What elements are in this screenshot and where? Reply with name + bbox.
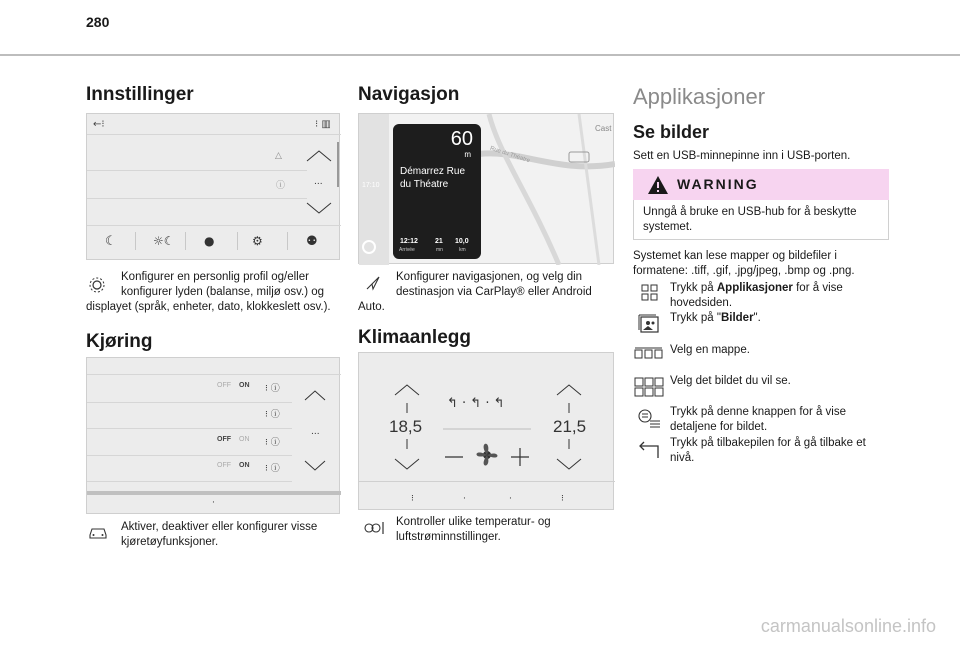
view-photos-heading: Se bilder (633, 122, 710, 142)
formats-l2: formatene: .tiff, .gif, .jpg/jpeg, .bmp og .png. (633, 265, 855, 277)
top-rule (0, 54, 960, 56)
step5-l1: Trykk på denne knappen for å vise (670, 406, 847, 418)
climate-screen (358, 352, 614, 510)
step2: Trykk på "Bilder". (670, 312, 761, 324)
toggle-on-1[interactable]: ON (239, 382, 250, 389)
temp-left[interactable]: 18,5 (389, 417, 423, 436)
settings-description (86, 270, 346, 315)
step1-l2: hovedsiden. (670, 297, 733, 309)
navigation-desc-line3: Auto. (358, 301, 385, 313)
temp-right[interactable]: 21,5 (553, 417, 587, 436)
nav-street-l1: Démarrez Rue (400, 166, 466, 177)
usb-intro: Sett en USB-minnepinne inn i USB-porten. (633, 150, 851, 162)
svg-text:⁝: ⁝ (411, 494, 414, 504)
warning-body (633, 200, 889, 240)
nav-clock: 17:10 (362, 182, 380, 189)
svg-text:...: ... (311, 427, 320, 437)
svg-text:↰ · ↰ · ↰: ↰ · ↰ · ↰ (447, 396, 505, 411)
warning-header (633, 169, 889, 200)
climate-heading: Klimaanlegg (358, 327, 471, 348)
navigation-desc-line1: Konfigurer navigasjonen, og velg din (396, 271, 583, 283)
nav-unit: m (464, 150, 471, 159)
navigation-description (358, 270, 618, 315)
svg-text:☾: ☾ (105, 234, 117, 249)
nav-km-label: km (459, 247, 466, 253)
climate-icon (363, 519, 387, 537)
settings-screen-drawing (87, 114, 341, 261)
toggle-on-4[interactable]: ON (239, 462, 250, 469)
image-grid-icon (634, 377, 664, 397)
svg-text:⁝ ▥: ⁝ ▥ (315, 119, 331, 130)
step5-l2: detaljene for bildet. (670, 421, 768, 433)
nav-distance: 60 (450, 128, 473, 150)
svg-text:⁝ ⓘ: ⁝ ⓘ (265, 410, 280, 420)
col-navigation (358, 84, 614, 106)
driving-screen (86, 357, 340, 514)
applications-grid-icon (641, 284, 659, 302)
climate-description (358, 515, 618, 545)
folders-icon (634, 347, 664, 361)
back-arrow-icon (636, 440, 662, 460)
nav-street-l2: du Théatre (400, 179, 449, 190)
applications-heading: Applikasjoner (633, 84, 766, 109)
svg-text:⁝ ⓘ: ⁝ ⓘ (265, 384, 280, 394)
warning-text-l2: systemet. (643, 221, 693, 233)
svg-text:⁝: ⁝ (561, 494, 564, 504)
nav-km: 10,0 (455, 238, 469, 245)
navigation-icon (364, 274, 382, 292)
navigation-screen (358, 113, 614, 264)
driving-desc-line2: kjøretøyfunksjoner. (121, 536, 219, 548)
gear-icon (88, 276, 106, 294)
svg-text:...: ... (314, 177, 323, 187)
svg-text:←⁝: ←⁝ (93, 119, 105, 130)
svg-text:⁝ ⓘ: ⁝ ⓘ (265, 464, 280, 474)
nav-card (393, 124, 481, 259)
svg-text:ⓘ: ⓘ (276, 181, 286, 191)
climate-desc-line1: Kontroller ulike temperatur- og (396, 516, 551, 528)
toggle-off-3[interactable]: OFF (217, 436, 231, 443)
settings-desc-line1: Konfigurer en personlig profil og/eller (121, 271, 309, 283)
settings-desc-line2: konfigurer lyden (balanse, miljø osv.) og (121, 286, 325, 298)
driving-description (86, 520, 346, 550)
svg-text:⁝ ⓘ: ⁝ ⓘ (265, 438, 280, 448)
svg-text:⚉: ⚉ (306, 234, 318, 249)
svg-text:·: · (463, 494, 466, 504)
climate-desc-line2: luftstrøminnstillinger. (396, 531, 501, 543)
nav-mn-label: mn (436, 247, 443, 253)
page-number: 280 (86, 14, 110, 30)
driving-desc-line1: Aktiver, deaktiver eller konfigurer visse (121, 521, 318, 533)
nav-time: 12:12 (400, 238, 418, 245)
svg-text:●: ● (204, 234, 215, 248)
driving-heading: Kjøring (86, 331, 153, 352)
settings-desc-line3: displayet (språk, enheter, dato, klokkeslett osv.). (86, 301, 331, 313)
step3: Velg en mappe. (670, 344, 750, 356)
step4: Velg det bildet du vil se. (670, 375, 791, 387)
svg-text:·: · (212, 498, 215, 508)
map-city-label: Cast (595, 124, 612, 133)
car-icon (88, 524, 108, 540)
nav-time-label: Arrivée (399, 247, 415, 253)
photos-icon (638, 314, 660, 334)
toggle-off-4[interactable]: OFF (217, 462, 231, 469)
settings-heading: Innstillinger (86, 84, 194, 105)
step6-l2: nivå. (670, 452, 695, 464)
warning-icon (647, 175, 669, 195)
formats-l1: Systemet kan lese mapper og bildefiler i (633, 250, 837, 262)
map-street-label: Rue du Théatre (489, 145, 531, 165)
warning-text-l1: Unngå å bruke en USB-hub for å beskytte (643, 206, 857, 218)
navigation-desc-line2: destinasjon via CarPlay® eller Android (396, 286, 592, 298)
svg-text:☼☾: ☼☾ (153, 234, 175, 248)
col-settings (86, 84, 340, 106)
driving-screen-drawing (87, 358, 341, 515)
step6-l1: Trykk på tilbakepilen for å gå tilbake et (670, 437, 866, 449)
toggle-on-3[interactable]: ON (239, 436, 250, 443)
toggle-off-1[interactable]: OFF (217, 382, 231, 389)
svg-text:⚙: ⚙ (252, 234, 263, 248)
settings-screen (86, 113, 340, 260)
navigation-heading: Navigasjon (358, 84, 460, 105)
details-icon (636, 408, 662, 430)
svg-text:·: · (509, 494, 512, 504)
warning-title: WARNING (677, 176, 759, 192)
svg-text:△: △ (275, 151, 282, 161)
step1: Trykk på Applikasjoner for å vise (670, 282, 843, 294)
watermark: carmanualsonline.info (760, 616, 936, 636)
nav-mn: 21 (435, 238, 443, 245)
